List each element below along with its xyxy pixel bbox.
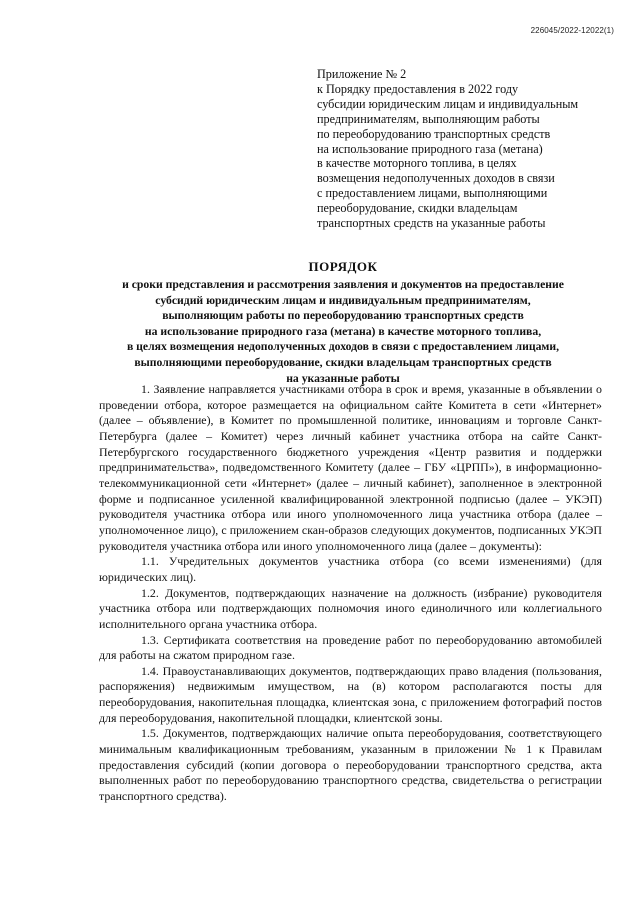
appendix-line: с предоставлением лицами, выполняющими [317,186,548,201]
subtitle-line: на использование природного газа (метана) в качестве моторного топлива, [144,324,542,338]
document-body [99,382,602,805]
appendix-header [317,67,617,231]
subtitle-line: и сроки представления и рассмотрения заявления и документов на предоставление [122,278,564,291]
paragraph-1-5: 1.5. Документов, подтверждающих наличие опыта переоборудования, соответствующего минимальным квалификационным требованиям, указанным в приложении № 1 к Правилам предоставления субсидий (копии договора о переоборудовании транспортного средства, акта выполненных работ по переоборудованию транспортного средства, свидетельства о регистрации транспортного средства). [99,726,602,804]
document-title-block [88,259,598,386]
appendix-line: предпринимателям, выполняющим работы [317,111,540,126]
subtitle-line: выполняющим работы по переоборудованию транспортных средств [162,309,524,323]
appendix-line: в качестве моторного топлива, в целях [317,156,517,171]
appendix-line: Приложение № 2 [317,67,407,81]
subtitle-line: выполняющими переоборудование, скидки владельцам транспортных средств [134,355,552,369]
paragraph-1-3: 1.3. Сертификата соответствия на проведение работ по переоборудованию автомобилей для работы на сжатом природном газе. [99,632,602,663]
subtitle-line: в целях возмещения недополученных доходов в связи с предоставлением лицами, [126,340,560,354]
appendix-line: на использование природного газа (метана) [317,141,543,156]
page-title: ПОРЯДОК [308,259,378,274]
paragraph-1: 1. Заявление направляется участниками отбора в срок и время, указанные в объявлении о проведении отбора, которое размещается на официальном сайте Комитета в сети «Интернет» (далее – объявление), в Комитет по промышленной политике, инновациям и торговле Санкт-Петербурга (далее – Комитет) через личный кабинет участника отбора на сайте Санкт-Петербургского государственного бюджетного учреждения «Центр развития и поддержки предпринимательства», подведомственного Комитету (далее – ГБУ «ЦРПП»), в информационно-телекоммуникационной сети «Интернет» (далее – личный кабинет), заполненное в электронной форме и подписанное усиленной квалифицированной электронной подписью (далее – УКЭП) руководителя участника отбора или иного уполномоченного лица участника отбора (далее – уполномоченное лицо), с приложением скан-образов следующих документов, подписанных УКЭП руководителя участника отбора или иного уполномоченного лица (далее – документы): [99,382,602,553]
appendix-line: возмещения недополученных доходов в связи [317,171,555,186]
document-id: 226045/2022-12022(1) [530,26,614,35]
appendix-line: к Порядку предоставления в 2022 году [317,81,519,96]
paragraph-1-2: 1.2. Документов, подтверждающих назначение на должность (избрание) руководителя участника отбора или подтверждающих полномочия иного единоличного или коллегиального исполнительного органа участника отбора. [99,585,602,631]
subtitle-line: субсидий юридическим лицам и индивидуальным предпринимателям, [155,293,531,307]
appendix-line: транспортных средств на указанные работы [317,216,546,231]
paragraph-1-4: 1.4. Правоустанавливающих документов, подтверждающих право владения (пользования, распоряжения) недвижимым имуществом, на (в) котором располагаются посты для переоборудования, накопительная площадка, клиентская зона, с приложением фотографий постов для переоборудования, накопительной площадки, клиентской зоны. [99,663,602,725]
appendix-line: переоборудование, скидки владельцам [317,201,518,216]
paragraph-1-1: 1.1. Учредительных документов участника отбора (со всеми изменениями) (для юридических лиц). [99,554,602,584]
appendix-line: субсидии юридическим лицам и индивидуальным [317,96,579,111]
subtitle-line: на указанные работы [286,371,400,385]
appendix-line: по переоборудованию транспортных средств [317,126,551,141]
